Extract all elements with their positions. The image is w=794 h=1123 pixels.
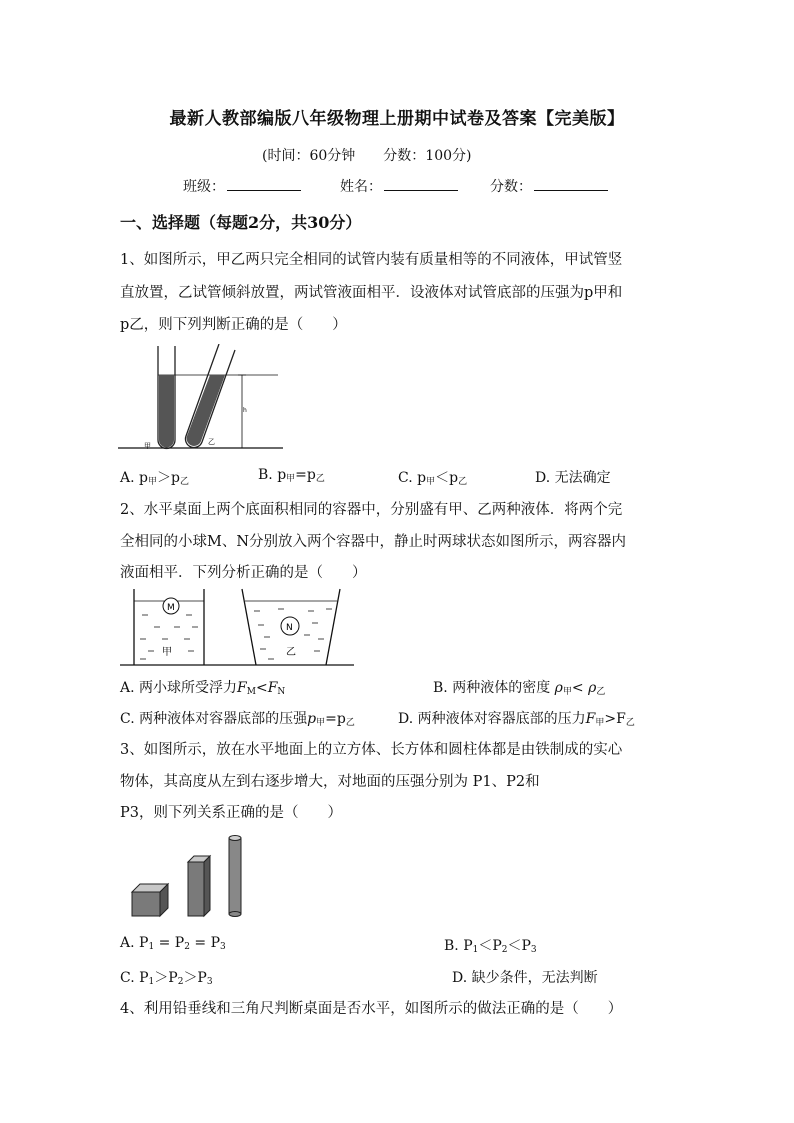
q3-option-a[interactable]: A. P1 = P2 = P3: [120, 935, 226, 952]
label-yi: 乙: [208, 438, 215, 446]
container-jia: [134, 589, 204, 665]
q2-line-1: 2、水平桌面上两个底面积相同的容器中，分别盛有甲、乙两种液体．将两个完: [120, 502, 623, 518]
q2-line-2: 全相同的小球M、N分别放入两个容器中，静止时两球状态如图所示，两容器内: [120, 534, 627, 550]
name-blank[interactable]: [384, 176, 458, 191]
class-field: [183, 176, 301, 196]
q2-containers-figure: [118, 585, 358, 670]
q2-option-a[interactable]: A. 两小球所受浮力FM<FN: [120, 680, 286, 697]
cuboid: [188, 856, 210, 916]
class-blank[interactable]: [227, 176, 301, 191]
cube: [132, 884, 168, 916]
container-yi: [242, 589, 340, 665]
q3-option-d[interactable]: D. 缺少条件，无法判断: [452, 970, 598, 986]
exam-meta: [262, 145, 471, 165]
page-title: 最新人教部编版八年级物理上册期中试卷及答案【完美版】: [169, 109, 625, 129]
svg-text:N: N: [286, 623, 293, 633]
q1-test-tube-figure: [118, 344, 288, 452]
svg-text:甲: 甲: [162, 647, 172, 658]
q1-option-b[interactable]: B. p甲=p乙: [258, 467, 325, 484]
svg-text:M: M: [167, 603, 175, 613]
q3-line-2: 物体，其高度从左到右逐步增大，对地面的压强分别为 P1、P2和: [120, 774, 540, 790]
score-label: 分数：: [490, 179, 532, 195]
q2-option-d[interactable]: D. 两种液体对容器底部的压力F甲>F乙: [398, 711, 635, 728]
q1-line-1: 1、如图所示，甲乙两只完全相同的试管内装有质量相等的不同液体，甲试管竖: [120, 252, 623, 268]
q3-line-1: 3、如图所示，放在水平地面上的立方体、长方体和圆柱体都是由铁制成的实心: [120, 742, 623, 758]
q2-option-c[interactable]: C. 两种液体对容器底部的压强p甲=p乙: [120, 711, 355, 728]
q3-line-3: P3，则下列关系正确的是（ ）: [120, 805, 342, 821]
tube-jia: [158, 346, 175, 449]
q2-option-b[interactable]: B. 两种液体的密度 ρ甲< ρ乙: [433, 680, 606, 697]
q1-line-2: 直放置，乙试管倾斜放置，两试管液面相平．设液体对试管底部的压强为p甲和: [120, 285, 623, 301]
label-h: h: [243, 407, 247, 414]
name-label: 姓名：: [340, 179, 382, 195]
name-field: [340, 176, 458, 196]
q1-line-3: p乙，则下列判断正确的是（ ）: [120, 317, 347, 333]
q3-option-c[interactable]: C. P1＞P2＞P3: [120, 970, 213, 987]
score-info: 分数：100分): [383, 148, 472, 164]
score-field: [490, 176, 608, 196]
svg-text:乙: 乙: [286, 647, 296, 658]
q3-solids-figure: [126, 830, 256, 920]
q3-option-b[interactable]: B. P1＜P2＜P3: [444, 938, 537, 955]
q1-option-d[interactable]: D. 无法确定: [535, 470, 611, 486]
q4-line-1: 4、利用铅垂线和三角尺判断桌面是否水平，如图所示的做法正确的是（ ）: [120, 1001, 623, 1017]
class-label: 班级：: [183, 179, 225, 195]
q1-option-c[interactable]: C. p甲＜p乙: [398, 470, 468, 487]
time-info: (时间：60分钟: [262, 148, 356, 164]
tube-yi: [185, 344, 235, 448]
label-jia: 甲: [144, 442, 151, 450]
q2-line-3: 液面相平．下列分析正确的是（ ）: [120, 565, 367, 581]
score-blank[interactable]: [534, 176, 608, 191]
section-heading: 一、选择题（每题2分，共30分）: [120, 213, 362, 232]
q1-option-a[interactable]: A. p甲＞p乙: [120, 470, 189, 487]
cylinder: [229, 836, 241, 917]
